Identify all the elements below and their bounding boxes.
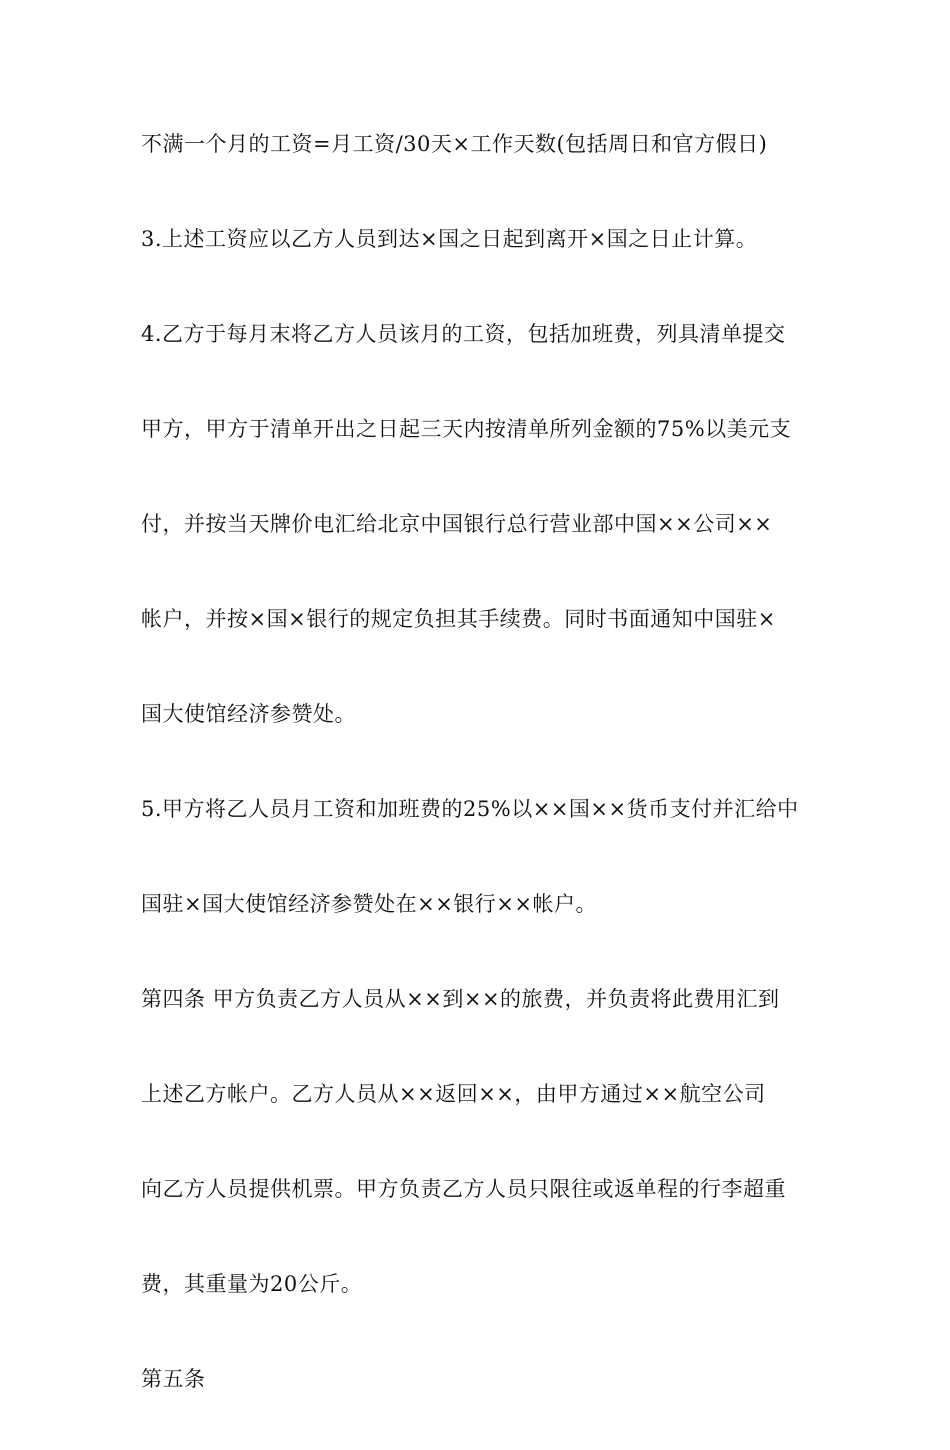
text-line-13: 费，其重量为20公斤。 — [141, 1272, 363, 1296]
text-line-4: 甲方，甲方于清单开出之日起三天内按清单所列金额的75%以美元支 — [141, 417, 792, 441]
text-line-2: 3.上述工资应以乙方人员到达×国之日起到离开×国之日止计算。 — [141, 227, 758, 251]
text-line-9: 国驻×国大使馆经济参赞处在××银行××帐户。 — [141, 892, 597, 916]
text-line-12: 向乙方人员提供机票。甲方负责乙方人员只限往或返单程的行李超重 — [141, 1177, 786, 1201]
text-line-10: 第四条 甲方负责乙方人员从××到××的旅费，并负责将此费用汇到 — [141, 987, 780, 1011]
text-line-7: 国大使馆经济参赞处。 — [141, 702, 356, 726]
text-line-11: 上述乙方帐户。乙方人员从××返回××，由甲方通过××航空公司 — [141, 1082, 766, 1106]
document-body — [141, 120, 821, 1450]
text-line-5: 付，并按当天牌价电汇给北京中国银行总行营业部中国××公司×× — [141, 512, 773, 536]
text-line-14: 第五条 — [141, 1367, 206, 1391]
text-line-1: 不满一个月的工资=月工资/30天×工作天数(包括周日和官方假日) — [141, 132, 768, 156]
text-line-3: 4.乙方于每月末将乙方人员该月的工资，包括加班费，列具清单提交 — [141, 322, 786, 346]
text-line-6: 帐户，并按×国×银行的规定负担其手续费。同时书面通知中国驻× — [141, 607, 776, 631]
text-line-8: 5.甲方将乙人员月工资和加班费的25%以××国××货币支付并汇给中 — [141, 797, 799, 821]
